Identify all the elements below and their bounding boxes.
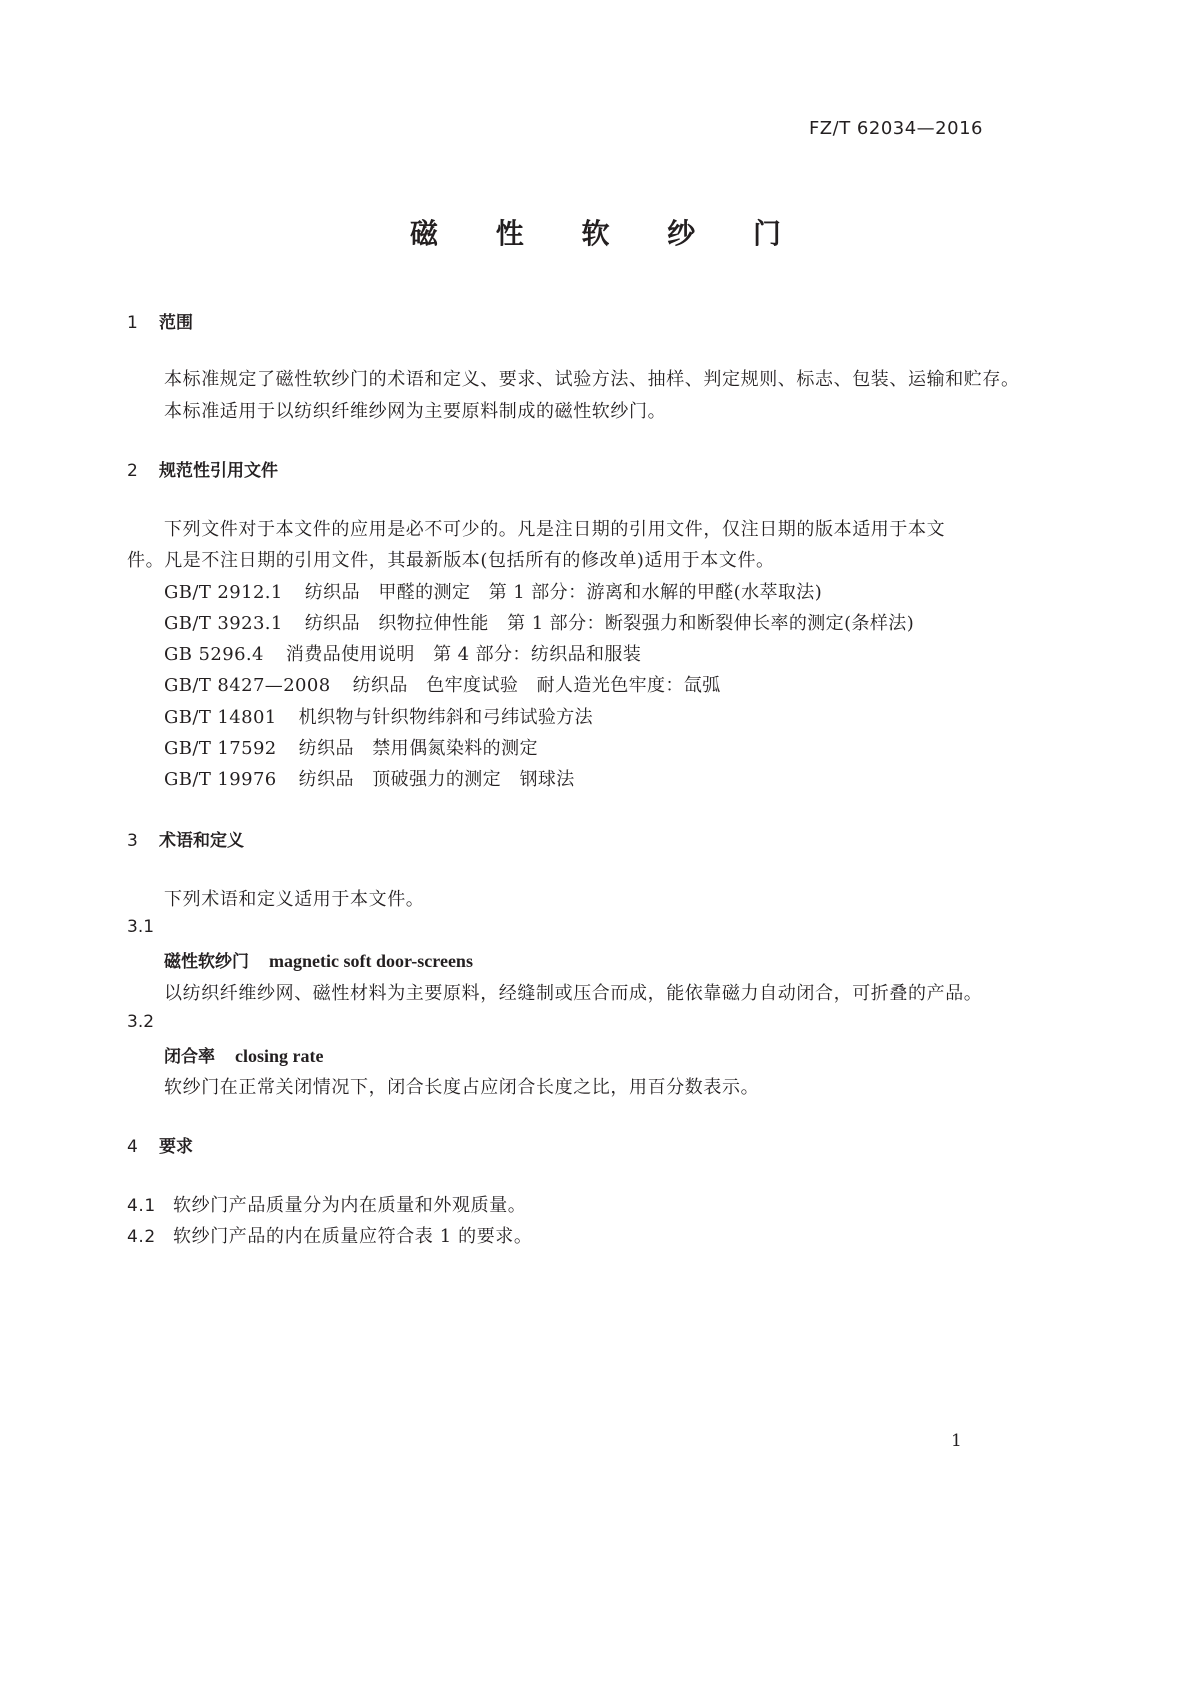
section-4-heading (127, 1132, 193, 1157)
reference-code: GB/T 2912.1 (164, 582, 283, 603)
section-2-paragraph-line-2: 件。凡是不注日期的引用文件，其最新版本(包括所有的修改单)适用于本文件。 (127, 550, 775, 571)
reference-item (164, 734, 538, 760)
reference-title: 纺织品 织物拉伸性能 第 1 部分：断裂强力和断裂伸长率的测定(条样法) (304, 613, 915, 634)
term-name-en: magnetic soft door-screens (269, 951, 473, 971)
section-1-heading (127, 308, 193, 333)
reference-item (164, 703, 593, 729)
reference-code: GB 5296.4 (164, 644, 264, 665)
section-3-paragraph: 下列术语和定义适用于本文件。 (164, 889, 425, 910)
reference-title: 机织物与针织物纬斜和弓纬试验方法 (298, 707, 594, 728)
section-2-heading (127, 456, 278, 481)
reference-code: GB/T 3923.1 (164, 613, 283, 634)
section-3-heading (127, 826, 244, 851)
section-2-paragraph-line-1: 下列文件对于本文件的应用是必不可少的。凡是注日期的引用文件，仅注日期的版本适用于本文 (164, 519, 946, 540)
requirement-text: 软纱门产品质量分为内在质量和外观质量。 (173, 1195, 527, 1216)
term-name-zh: 磁性软纱门 (164, 952, 249, 972)
term-name-zh: 闭合率 (164, 1047, 215, 1067)
reference-title: 纺织品 禁用偶氮染料的测定 (298, 738, 538, 759)
term-definition: 软纱门在正常关闭情况下，闭合长度占应闭合长度之比，用百分数表示。 (164, 1077, 760, 1098)
section-title: 范围 (159, 313, 193, 333)
reference-code: GB/T 17592 (164, 738, 277, 759)
requirement-item (127, 1222, 533, 1248)
reference-item (164, 671, 721, 697)
term-number: 3.2 (127, 1012, 155, 1032)
section-title: 要求 (159, 1137, 193, 1157)
section-1-paragraph-1: 本标准规定了磁性软纱门的术语和定义、要求、试验方法、抽样、判定规则、标志、包装、运输和贮存。 (164, 369, 1020, 390)
reference-title: 消费品使用说明 第 4 部分：纺织品和服装 (285, 644, 642, 665)
section-title: 规范性引用文件 (159, 461, 278, 481)
section-number: 2 (127, 461, 138, 481)
reference-item (164, 609, 914, 635)
term-name-en: closing rate (235, 1046, 324, 1066)
reference-code: GB/T 19976 (164, 769, 277, 790)
reference-item (164, 765, 575, 791)
term-number: 3.1 (127, 917, 155, 937)
requirement-item (127, 1191, 526, 1217)
section-1-paragraph-2: 本标准适用于以纺织纤维纱网为主要原料制成的磁性软纱门。 (164, 401, 667, 422)
document-title: 磁 性 软 纱 门 (410, 217, 805, 250)
section-number: 4 (127, 1137, 138, 1157)
reference-title: 纺织品 甲醛的测定 第 1 部分：游离和水解的甲醛(水萃取法) (304, 582, 823, 603)
requirement-number: 4.2 (127, 1227, 156, 1247)
requirement-text: 软纱门产品的内在质量应符合表 1 的要求。 (173, 1226, 533, 1247)
reference-title: 纺织品 顶破强力的测定 钢球法 (298, 769, 575, 790)
term-heading (164, 1042, 323, 1067)
reference-title: 纺织品 色牢度试验 耐人造光色牢度：氙弧 (352, 675, 721, 696)
reference-item (164, 640, 641, 666)
term-definition: 以纺织纤维纱网、磁性材料为主要原料，经缝制或压合而成，能依靠磁力自动闭合，可折叠的产品。 (164, 983, 983, 1004)
section-number: 1 (127, 313, 138, 333)
reference-code: GB/T 14801 (164, 707, 277, 728)
term-heading (164, 947, 473, 972)
requirement-number: 4.1 (127, 1196, 156, 1216)
reference-code: GB/T 8427—2008 (164, 675, 331, 696)
page-number: 1 (951, 1431, 962, 1451)
section-number: 3 (127, 831, 138, 851)
section-title: 术语和定义 (159, 831, 244, 851)
reference-item (164, 578, 822, 604)
standard-number: FZ/T 62034—2016 (808, 118, 983, 139)
